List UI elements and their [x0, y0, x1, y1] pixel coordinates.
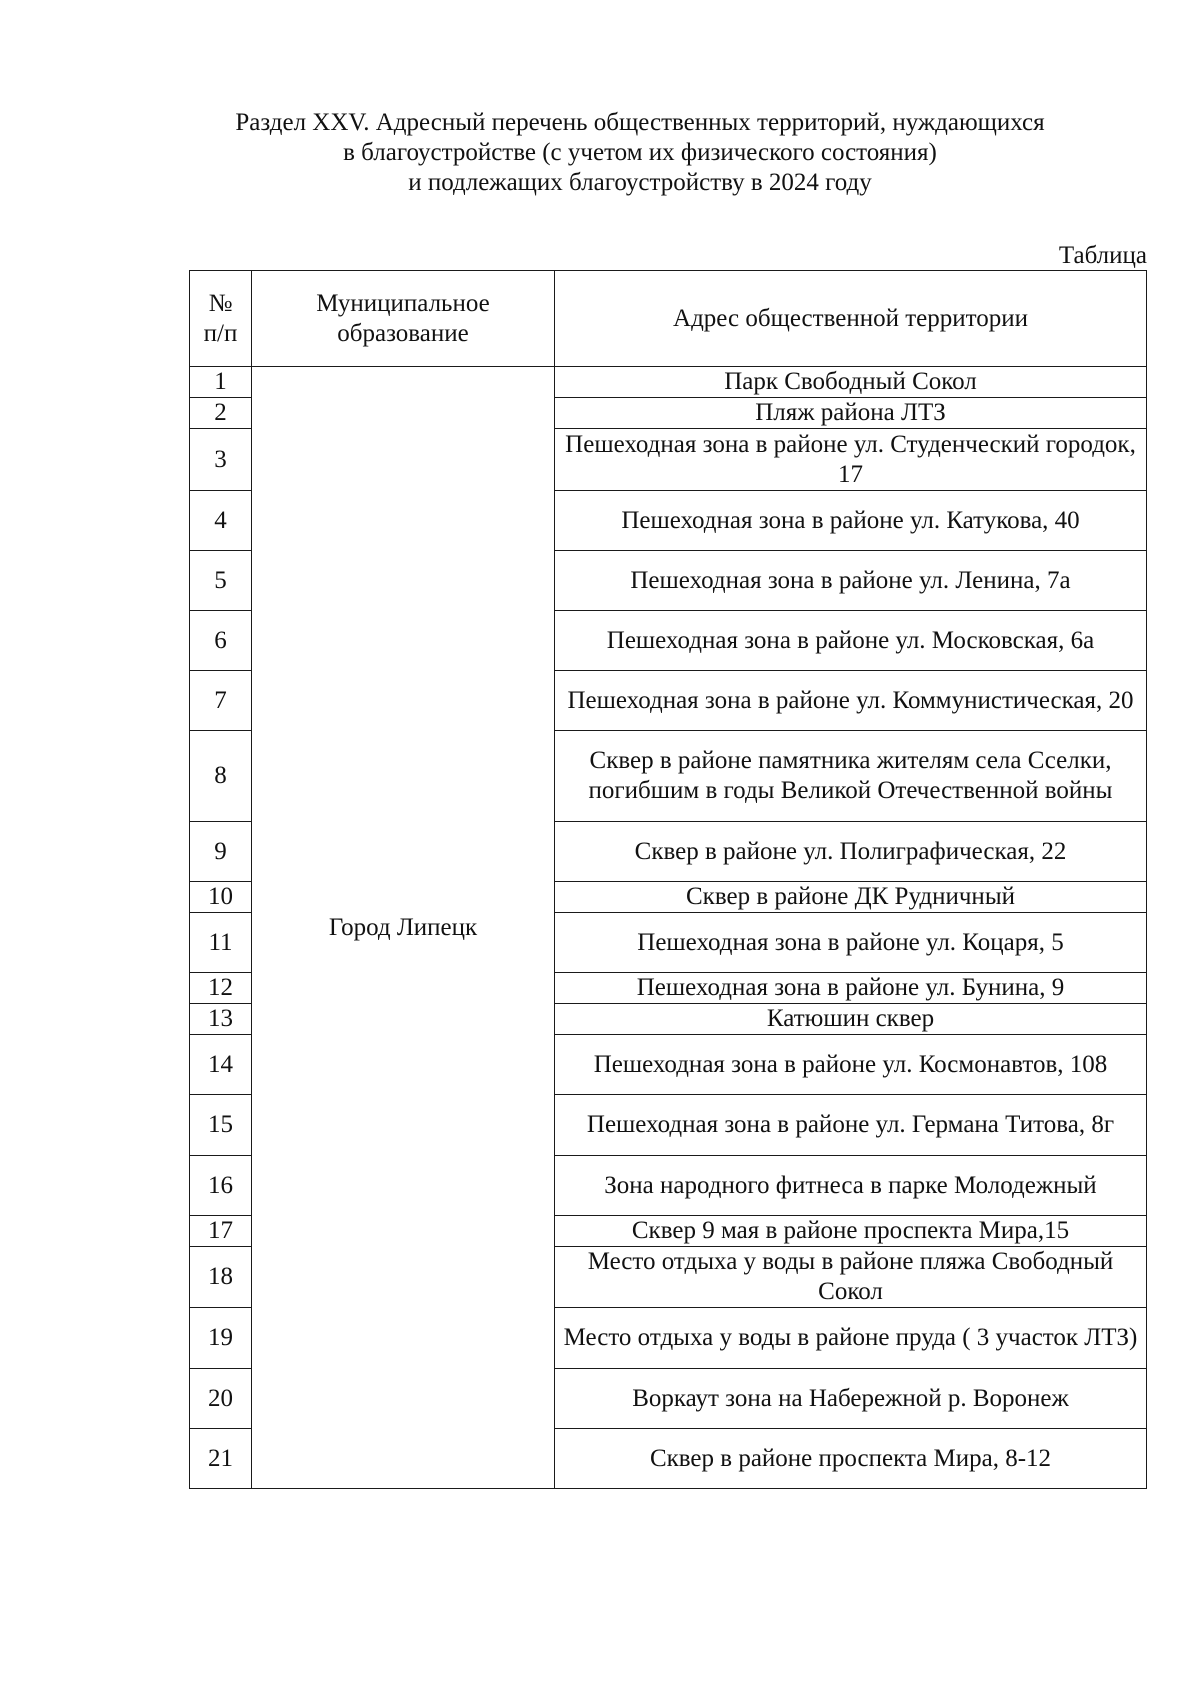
row-number: 12 — [190, 973, 252, 1004]
header-municipality-line-2: образование — [337, 319, 469, 347]
municipality-cell: Город Липецк — [252, 367, 555, 1489]
header-num — [190, 271, 252, 367]
header-num-symbol: № — [208, 289, 233, 317]
row-number: 14 — [190, 1035, 252, 1095]
row-number: 15 — [190, 1095, 252, 1156]
row-address: Сквер в районе проспекта Мира, 8-12 — [555, 1429, 1147, 1489]
table-body — [190, 367, 1147, 1489]
row-address: Парк Свободный Сокол — [555, 367, 1147, 398]
row-address: Пешеходная зона в районе ул. Студенческий городок, 17 — [555, 429, 1147, 491]
heading-line-1: Раздел XXV. Адресный перечень общественных территорий, нуждающихся — [235, 109, 1045, 136]
header-address: Адрес общественной территории — [555, 271, 1147, 367]
row-address: Пешеходная зона в районе ул. Московская, 6а — [555, 611, 1147, 671]
header-municipality-line-1: Муниципальное — [316, 289, 490, 317]
row-number: 13 — [190, 1004, 252, 1035]
row-address: Пешеходная зона в районе ул. Коцаря, 5 — [555, 913, 1147, 973]
row-address: Пешеходная зона в районе ул. Катукова, 40 — [555, 491, 1147, 551]
row-address: Воркаут зона на Набережной р. Воронеж — [555, 1369, 1147, 1429]
row-number: 5 — [190, 551, 252, 611]
row-number: 2 — [190, 398, 252, 429]
row-number: 17 — [190, 1216, 252, 1247]
row-address: Место отдыха у воды в районе пляжа Свободный Сокол — [555, 1247, 1147, 1308]
table-header — [190, 271, 1147, 367]
row-number: 19 — [190, 1308, 252, 1369]
row-number: 11 — [190, 913, 252, 973]
row-number: 1 — [190, 367, 252, 398]
row-address: Сквер в районе ДК Рудничный — [555, 882, 1147, 913]
row-address: Пешеходная зона в районе ул. Ленина, 7а — [555, 551, 1147, 611]
row-address: Сквер в районе ул. Полиграфическая, 22 — [555, 822, 1147, 882]
row-address: Сквер 9 мая в районе проспекта Мира,15 — [555, 1216, 1147, 1247]
header-municipality — [252, 271, 555, 367]
row-number: 7 — [190, 671, 252, 731]
row-number: 16 — [190, 1156, 252, 1216]
header-row — [190, 271, 1147, 367]
row-number: 18 — [190, 1247, 252, 1308]
table-row — [190, 367, 1147, 398]
heading-line-2: в благоустройстве (с учетом их физического состояния) — [343, 139, 937, 166]
table-caption: Таблица — [1058, 242, 1147, 269]
row-number: 3 — [190, 429, 252, 491]
row-address: Пешеходная зона в районе ул. Бунина, 9 — [555, 973, 1147, 1004]
row-number: 10 — [190, 882, 252, 913]
row-address: Зона народного фитнеса в парке Молодежный — [555, 1156, 1147, 1216]
row-number: 9 — [190, 822, 252, 882]
row-address: Пешеходная зона в районе ул. Германа Титова, 8г — [555, 1095, 1147, 1156]
row-number: 21 — [190, 1429, 252, 1489]
heading-line-3: и подлежащих благоустройству в 2024 году — [408, 169, 872, 196]
section-heading — [140, 108, 1140, 198]
row-number: 20 — [190, 1369, 252, 1429]
territories-table — [189, 270, 1147, 1489]
row-address: Место отдыха у воды в районе пруда ( 3 участок ЛТЗ) — [555, 1308, 1147, 1369]
row-address: Катюшин сквер — [555, 1004, 1147, 1035]
header-num-abbr: п/п — [203, 319, 238, 347]
row-address: Пляж района ЛТЗ — [555, 398, 1147, 429]
row-address: Сквер в районе памятника жителям села Сселки, погибшим в годы Великой Отечественной войны — [555, 731, 1147, 822]
row-address: Пешеходная зона в районе ул. Космонавтов, 108 — [555, 1035, 1147, 1095]
row-number: 6 — [190, 611, 252, 671]
row-number: 8 — [190, 731, 252, 822]
row-address: Пешеходная зона в районе ул. Коммунистическая, 20 — [555, 671, 1147, 731]
row-number: 4 — [190, 491, 252, 551]
